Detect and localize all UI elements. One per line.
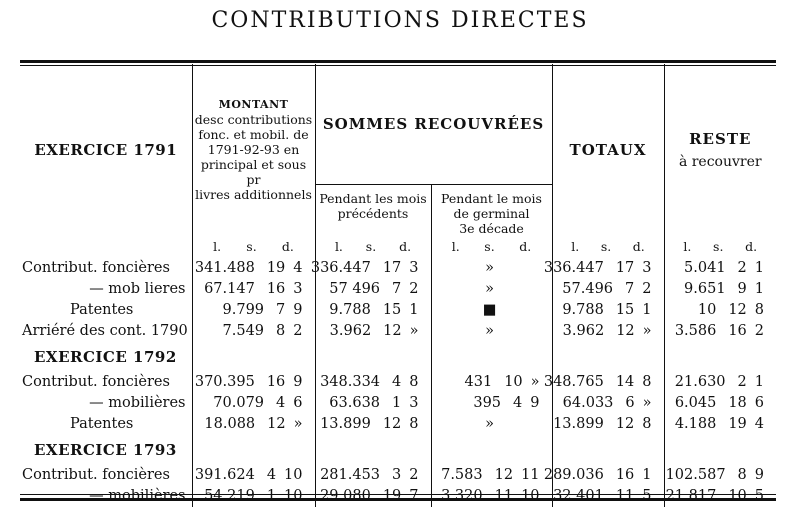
value-l: 289.036 [543,467,604,483]
value-s: 2 [737,374,747,390]
value-s: 10 [728,488,747,504]
cell-reste [664,414,776,435]
exercise-label [20,435,192,465]
table-row [20,414,776,435]
value-s: 18 [728,395,747,411]
value-s: 19 [728,416,747,432]
cell-montant [192,258,315,279]
value-l: » [485,323,494,339]
value-l: 341.488 [194,260,255,276]
row-label: Arriéré des cont. 1790 [22,323,188,339]
cell-tot [552,279,664,300]
value-s: 12 [615,416,635,432]
value-s: 16 [266,374,286,390]
value-l: 370.395 [194,374,255,390]
value-s: 17 [382,260,402,276]
value-d: 1 [754,374,765,390]
table-row [20,393,776,414]
value-s: 4 [266,467,277,483]
value-s: 11 [615,488,635,504]
cell-tot [552,486,664,507]
value-s: 8 [737,467,747,483]
value-d: 3 [409,260,419,276]
value-s: 9 [737,281,747,297]
cell-montant [192,393,315,414]
value-d: 9 [293,374,303,390]
value-l: 57.496 [562,281,614,297]
cell-prec [315,279,431,300]
cell-prec [315,393,431,414]
cell-reste [664,393,776,414]
value-l: 54.219 [204,488,255,504]
row-label: — mob lieres [89,281,186,297]
cell-germ [431,258,552,279]
cell-prec [315,321,431,342]
value-s: 15 [382,302,402,318]
bottom-rule-thin [20,494,776,495]
value-s: 12 [267,416,286,432]
totaux-header: TOTAUX [552,64,664,236]
value-d: 8 [409,374,419,390]
value-s: 8 [276,323,286,339]
bottom-rule [20,498,776,501]
value-d: 11 [521,467,540,483]
value-l: 9.788 [562,302,604,318]
value-l: 281.453 [320,467,381,483]
value-d: 3 [293,281,303,297]
value-s: 14 [615,374,635,390]
value-d: 2 [754,323,765,339]
value-s: 16 [615,467,635,483]
row-label: Contribut. foncières [22,467,170,483]
value-d: 1 [754,260,765,276]
value-s: 19 [266,260,286,276]
exercise-label-text: EXERCICE 1792 [34,347,177,366]
value-s: 12 [383,323,402,339]
cell-montant [192,321,315,342]
value-s: 6 [625,395,635,411]
value-l: 102.587 [665,467,726,483]
value-l: 10 [697,302,717,318]
cell-montant [192,414,315,435]
value-d: 6 [293,395,303,411]
value-l: 57 496 [329,281,381,297]
value-s: 4 [392,374,402,390]
value-d: 8 [754,302,765,318]
table-row [20,321,776,342]
cell-montant [192,465,315,486]
value-s: 12 [728,302,747,318]
value-l: 13.899 [320,416,371,432]
cell-prec [315,414,431,435]
cell-tot [543,372,664,393]
value-d: 5 [754,488,765,504]
value-d: 7 [409,488,419,504]
value-l: 3.962 [329,323,372,339]
value-d: » [642,395,652,411]
cell-germ [431,465,552,486]
pendant-mois-header: Pendant les mois précédents [315,184,431,236]
top-rule [20,60,776,63]
value-l: 4.188 [674,416,717,432]
cell-montant [192,279,315,300]
value-d: 1 [642,302,652,318]
value-s: 7 [392,281,402,297]
value-s: 3 [392,467,402,483]
value-d: 10 [284,467,303,483]
value-l: » [485,416,494,432]
value-s: 1 [266,488,277,504]
value-s: 10 [504,374,523,390]
value-l: 3.962 [562,323,605,339]
cell-tot [552,414,664,435]
value-l: 18.088 [204,416,256,432]
value-d: » [409,323,419,339]
value-l: » [485,281,494,297]
value-s: 12 [494,467,514,483]
value-l: 348.334 [320,374,381,390]
value-s: 12 [382,416,402,432]
row-label: Patentes [70,416,134,432]
table-row [20,372,776,393]
value-d: 8 [409,416,419,432]
cell-germ [431,393,552,414]
row-label: — mobilières [89,395,186,411]
value-s: 2 [737,260,747,276]
reste-header: RESTE à recouvrer [664,64,776,236]
cell-germ [431,414,552,435]
value-d: 9 [293,302,303,318]
value-l: 67.147 [204,281,255,297]
value-d: 1 [754,281,765,297]
cell-tot [543,465,664,486]
cell-tot [543,258,664,279]
value-d: » [642,323,652,339]
value-s: 19 [382,488,402,504]
value-d: 8 [642,374,652,390]
value-d: 1 [409,302,419,318]
value-l: 63.638 [329,395,381,411]
cell-reste [664,372,776,393]
value-d: 3 [409,395,419,411]
exercise-header-row [20,435,776,465]
row-label: — mobilières [89,488,186,504]
sommes-recouvrees-header: SOMMES RECOUVRÉES [315,64,552,184]
cell-germ [431,372,552,393]
value-d: 2 [409,281,419,297]
value-l: 29.080 [320,488,371,504]
cell-reste [664,465,776,486]
value-d: 2 [293,323,303,339]
cell-prec [315,372,431,393]
value-s: 4 [276,395,286,411]
row-label: Patentes [70,302,134,318]
cell-germ [431,279,552,300]
value-d: 2 [642,281,652,297]
cell-montant [192,486,315,507]
value-l: 431 [464,374,493,390]
value-l: 9.651 [684,281,726,297]
value-d: 2 [409,467,419,483]
units-row: l. s. d. l. s. d. l. s. d. l. s. d. l. s. d. [20,236,776,258]
cell-reste [664,300,776,321]
value-l: 9.788 [329,302,371,318]
value-l: » [485,260,494,276]
exercise-header-row [20,342,776,372]
cell-prec [315,300,431,321]
value-d: 4 [754,416,765,432]
value-s: 7 [276,302,286,318]
value-l: ■ [482,302,497,318]
value-s: 11 [494,488,514,504]
value-l: 7.583 [441,467,483,483]
table-row [20,300,776,321]
cell-tot [552,321,664,342]
page-title: CONTRIBUTIONS DIRECTES [211,8,589,33]
value-d: 6 [754,395,765,411]
value-d: 5 [642,488,652,504]
cell-germ [431,321,552,342]
table-row [20,486,776,507]
value-l: 7.549 [222,323,265,339]
value-l: 13.899 [553,416,604,432]
cell-reste [664,279,776,300]
value-s: 16 [266,281,286,297]
value-d: 10 [521,488,540,504]
value-d: 9 [530,395,540,411]
value-s: 4 [513,395,523,411]
value-l: 64.033 [562,395,614,411]
value-d: 3 [642,260,652,276]
exercise-label-text: EXERCICE 1793 [34,440,177,459]
cell-prec [315,486,431,507]
value-d: 8 [642,416,652,432]
value-l: 3.586 [674,323,717,339]
contributions-table [20,64,776,507]
cell-tot [552,393,664,414]
value-l: 21.817 [665,488,717,504]
value-l: 70.079 [213,395,265,411]
value-s: 7 [625,281,635,297]
cell-reste [664,321,776,342]
value-s: 15 [615,302,635,318]
value-l: 348.765 [543,374,604,390]
value-l: 336.447 [543,260,604,276]
value-l: 395 [473,395,502,411]
value-d: 9 [754,467,765,483]
value-l: 5.041 [684,260,726,276]
cell-montant [192,372,315,393]
value-d: 4 [293,260,303,276]
value-s: 12 [616,323,635,339]
value-s: 1 [392,395,402,411]
exercise-label [20,342,192,372]
value-l: 6.045 [674,395,717,411]
value-l: 3.320 [441,488,483,504]
cell-reste [664,258,776,279]
value-d: 10 [284,488,303,504]
value-d: » [530,374,540,390]
table-row [20,279,776,300]
cell-montant [192,300,315,321]
value-s: 16 [728,323,747,339]
pendant-germinal-header: Pendant le mois de germinal 3e décade [431,184,552,236]
value-d: 1 [642,467,652,483]
value-s: 17 [615,260,635,276]
row-label: Contribut. foncières [22,260,170,276]
value-d: » [293,416,303,432]
montant-header: MONTANT desc contributions fonc. et mobil. de 1791-92-93 en principal et sous pr livres additionnels [192,64,315,236]
value-l: 21.630 [674,374,726,390]
cell-germ [431,486,552,507]
value-l: 336.447 [310,260,371,276]
cell-prec [310,258,431,279]
row-label: Contribut. foncières [22,374,170,390]
cell-tot [552,300,664,321]
value-l: 9.799 [222,302,265,318]
cell-prec [315,465,431,486]
table-row [20,465,776,486]
cell-germ [431,300,552,321]
value-l: 32 401 [553,488,604,504]
exercise-1791-header: EXERCICE 1791 [34,140,178,159]
cell-reste [664,486,776,507]
table-row [20,258,776,279]
value-l: 391.624 [194,467,255,483]
